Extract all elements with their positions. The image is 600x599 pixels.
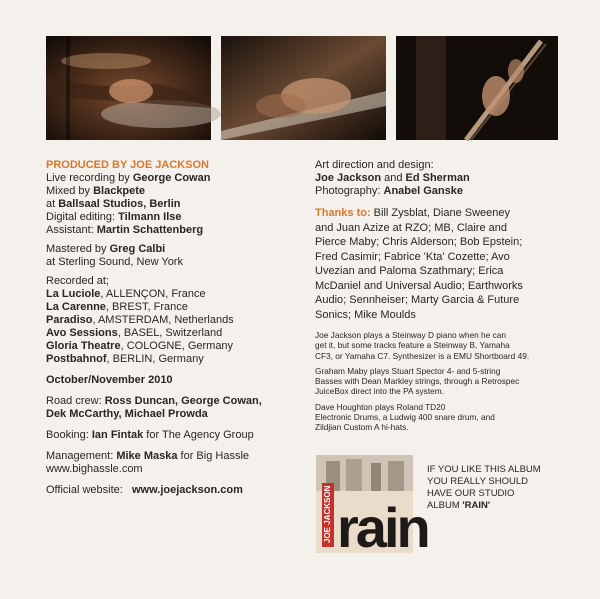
credit-name: Ross Duncan, George Cowan, <box>104 395 262 407</box>
note-line: JuiceBox direct into the PA system. <box>315 386 444 397</box>
photo-bass <box>396 36 558 140</box>
note-line: Dave Houghton plays Roland TD20 <box>315 401 446 412</box>
mastered-at: at Sterling Sound, New York <box>46 256 183 268</box>
mastered-by-credit <box>46 243 286 256</box>
credit-name: Ian Fintak <box>91 429 144 441</box>
credit-name: Ballsaal Studios, Berlin <box>58 198 181 210</box>
credit-name: Martin Schattenberg <box>96 224 204 236</box>
thanks-line: and Juan Azize at RZO; MB, Claire and <box>315 221 507 234</box>
management-credit <box>46 450 286 463</box>
credit-name: Greg Calbi <box>109 243 166 255</box>
thanks-heading: Thanks to: <box>315 207 371 219</box>
note-line: CF3, or Yamaha C7. Synthesizer is a EMU Shortboard 49. <box>315 350 530 361</box>
recorded-at-label: Recorded at; <box>46 275 109 287</box>
live-recording-credit <box>46 172 286 185</box>
album-title-text: rain <box>337 496 428 559</box>
album-artist-text: JOE JACKSON <box>323 485 332 543</box>
credits-right-column <box>315 159 573 433</box>
venue-name: La Carenne <box>46 301 106 313</box>
venue-name: Paradiso <box>46 314 93 326</box>
venue-item <box>46 314 286 327</box>
venue-place: , BASEL, Switzerland <box>117 327 223 339</box>
credit-name: Joe Jackson <box>315 172 382 184</box>
instrument-note-drums <box>315 402 573 433</box>
credit-name: Ed Sherman <box>405 172 470 184</box>
credit-label: Management: <box>46 450 117 462</box>
credit-label: Photography: <box>315 185 384 197</box>
promo-album-name: 'RAIN' <box>462 500 491 511</box>
credit-label: Mastered by <box>46 243 110 255</box>
promo-line: YOU REALLY SHOULD <box>427 476 529 487</box>
venue-place: , BREST, France <box>105 301 188 313</box>
management-url: www.bighassle.com <box>46 463 143 475</box>
credit-label: Live recording by <box>46 172 133 184</box>
promo-line: HAVE OUR STUDIO <box>427 488 515 499</box>
credit-label: at <box>46 198 59 210</box>
credit-name: Mike Maska <box>116 450 178 462</box>
thanks-line: Uvezian and Paloma Szathmary; Erica <box>315 265 504 277</box>
thanks-line: Sonics; Mike Moulds <box>315 308 416 321</box>
credit-label: Assistant: <box>46 224 97 236</box>
promo-label: ALBUM <box>427 500 463 511</box>
venue-name: Avo Sessions <box>46 327 118 339</box>
art-direction-label: Art direction and design: <box>315 159 434 171</box>
art-direction-names <box>315 172 573 185</box>
venue-name: Postbahnof <box>46 353 107 365</box>
credit-label: Official website: <box>46 484 132 496</box>
studio-credit <box>46 198 286 211</box>
photography-credit <box>315 185 573 198</box>
venue-item <box>46 327 286 340</box>
venue-item <box>46 301 286 314</box>
note-line: get it, but some tracks feature a Steinway B, Yamaha <box>315 340 510 351</box>
thanks-line: Bill Zysblat, Diane Sweeney <box>370 207 511 219</box>
venue-item <box>46 288 286 301</box>
photo-drums <box>46 36 211 140</box>
road-crew-line2 <box>46 408 286 421</box>
credits-left-column <box>46 159 286 497</box>
credit-name: Blackpete <box>93 185 146 197</box>
venue-item <box>46 353 286 366</box>
credit-suffix: for The Agency Group <box>143 429 254 441</box>
official-website <box>46 484 286 497</box>
venue-item <box>46 340 286 353</box>
thanks-line: Pierce Maby; Chris Alderson; Bob Epstein; <box>315 236 523 248</box>
thanks-line: McDaniel and Universal Audio; Earthworks <box>315 279 523 292</box>
instrument-note-piano <box>315 330 573 361</box>
promo-line: IF YOU LIKE THIS ALBUM <box>427 464 541 475</box>
credit-name: Dek McCarthy, Michael Prowda <box>46 408 208 420</box>
note-line: Graham Maby plays Stuart Spector 4- and 5-string <box>315 365 501 376</box>
thanks-block <box>315 206 573 322</box>
booking-credit <box>46 429 286 442</box>
recording-dates <box>46 374 286 387</box>
produced-by-heading: PRODUCED BY JOE JACKSON <box>46 159 209 171</box>
assistant-credit <box>46 224 286 237</box>
thanks-line: Fred Casimir; Fabrice 'Kta' Cozette; Avo <box>315 250 510 263</box>
conjunction: and <box>381 172 406 184</box>
note-line: Basses with Dean Markley strings, through a Retrospec <box>315 376 520 387</box>
digital-editing-credit <box>46 211 286 224</box>
venue-name: Gloria Theatre <box>46 340 121 352</box>
note-line: Electronic Drums, a Ludwig 400 snare drum, and <box>315 412 495 423</box>
photo-keyboard <box>221 36 386 140</box>
venue-place: , COLOGNE, Germany <box>120 340 234 352</box>
credit-label: Booking: <box>46 429 92 441</box>
thanks-line: Audio; Sennheiser; Marty Garcia & Future <box>315 294 520 306</box>
credit-label: Digital editing: <box>46 211 119 223</box>
note-line: Zildjian Custom A hi-hats. <box>315 422 409 433</box>
credit-name: George Cowan <box>132 172 211 184</box>
instrument-note-bass <box>315 366 573 397</box>
venue-place: , ALLENÇON, France <box>100 288 206 300</box>
mixed-by-credit <box>46 185 286 198</box>
dates-text: October/November 2010 <box>46 374 173 386</box>
venue-place: , BERLIN, Germany <box>106 353 204 365</box>
credit-name: Tilmann Ilse <box>118 211 182 223</box>
road-crew-credit <box>46 395 286 408</box>
venue-name: La Luciole <box>46 288 101 300</box>
venue-place: , AMSTERDAM, Netherlands <box>92 314 234 326</box>
studio-album-promo <box>427 464 567 512</box>
rain-album-cover <box>316 455 428 559</box>
promo-line <box>427 500 567 512</box>
website-url: www.joejackson.com <box>132 484 243 496</box>
credit-suffix: for Big Hassle <box>177 450 250 462</box>
credit-name: Anabel Ganske <box>383 185 463 197</box>
credit-label: Mixed by <box>46 185 94 197</box>
credit-label: Road crew: <box>46 395 105 407</box>
note-line: Joe Jackson plays a Steinway D piano when he can <box>315 330 506 340</box>
